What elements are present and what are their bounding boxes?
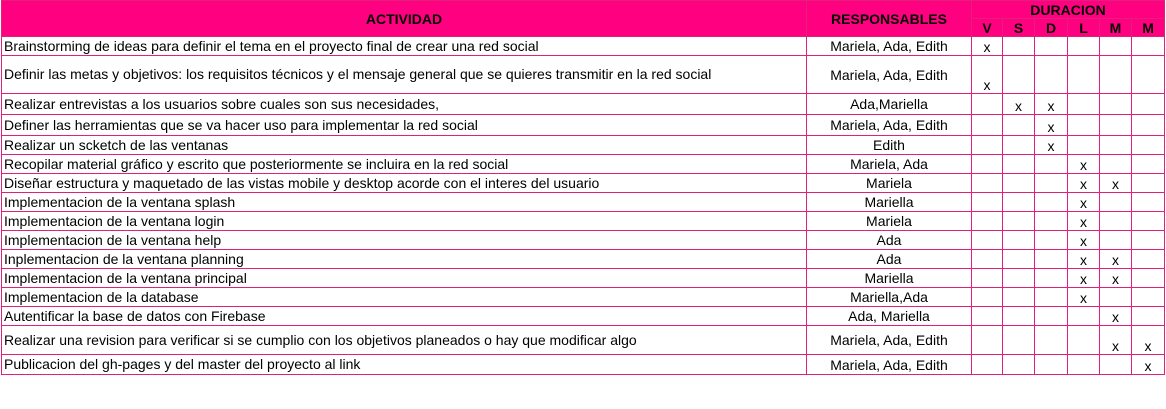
table-row (2, 250, 1165, 269)
duration-mark-cell (1035, 288, 1068, 307)
duration-mark-cell (1003, 136, 1035, 155)
duration-mark-cell: x (1068, 174, 1100, 193)
responsables-cell: Mariela (807, 174, 972, 193)
responsables-cell: Mariela, Ada, Edith (807, 115, 972, 136)
duration-mark-cell (1100, 94, 1132, 115)
header-row-top (2, 1, 1165, 19)
duration-mark-cell (1100, 355, 1132, 375)
header-day: D (1035, 19, 1068, 37)
responsables-cell: Edith (807, 136, 972, 155)
duration-mark-cell (1132, 56, 1165, 94)
activity-cell: Realizar entrevistas a los usuarios sobre cuales son sus necesidades, (2, 94, 807, 115)
duration-mark-cell (1035, 231, 1068, 250)
duration-mark-cell (1003, 288, 1035, 307)
table-row (2, 212, 1165, 231)
duration-mark-cell (972, 288, 1003, 307)
duration-mark-cell (1003, 231, 1035, 250)
duration-mark-cell (972, 250, 1003, 269)
duration-mark-cell (1068, 115, 1100, 136)
duration-mark-cell (1100, 37, 1132, 56)
activity-cell: Implementacion de la ventana login (2, 212, 807, 231)
duration-mark-cell (1100, 231, 1132, 250)
duration-mark-cell (972, 115, 1003, 136)
table-row (2, 326, 1165, 355)
responsables-cell: Ada,Mariella (807, 94, 972, 115)
duration-mark-cell (1035, 269, 1068, 288)
duration-mark-cell (1003, 307, 1035, 326)
duration-mark-cell (1035, 212, 1068, 231)
duration-mark-cell (1035, 155, 1068, 174)
duration-mark-cell (1003, 326, 1035, 355)
duration-mark-cell (1100, 193, 1132, 212)
duration-mark-cell (1003, 37, 1035, 56)
header-day: V (972, 19, 1003, 37)
duration-mark-cell (1003, 269, 1035, 288)
activity-cell: Implementacion de la ventana splash (2, 193, 807, 212)
activity-cell: Implementacion de la ventana help (2, 231, 807, 250)
duration-mark-cell (1068, 326, 1100, 355)
duration-mark-cell (1003, 174, 1035, 193)
duration-mark-cell (1132, 269, 1165, 288)
duration-mark-cell (1100, 212, 1132, 231)
table-row (2, 193, 1165, 212)
duration-mark-cell (1132, 136, 1165, 155)
duration-mark-cell (1035, 250, 1068, 269)
header-day: L (1068, 19, 1100, 37)
table-row (2, 307, 1165, 326)
duration-mark-cell (972, 269, 1003, 288)
table-row (2, 174, 1165, 193)
duration-mark-cell: x (1068, 155, 1100, 174)
duration-mark-cell (972, 193, 1003, 212)
responsables-cell: Mariella,Ada (807, 288, 972, 307)
activity-cell: Publicacion del gh-pages y del master del proyecto al link (2, 355, 807, 375)
duration-mark-cell (1068, 355, 1100, 375)
duration-mark-cell (972, 326, 1003, 355)
duration-mark-cell (1003, 155, 1035, 174)
duration-mark-cell: x (1132, 326, 1165, 355)
duration-mark-cell: x (1068, 269, 1100, 288)
duration-mark-cell (1100, 155, 1132, 174)
duration-mark-cell (1068, 307, 1100, 326)
duration-mark-cell (1003, 115, 1035, 136)
header-duracion: DURACION (972, 1, 1165, 19)
duration-mark-cell: x (1068, 212, 1100, 231)
duration-mark-cell (972, 94, 1003, 115)
responsables-cell: Mariela, Ada, Edith (807, 326, 972, 355)
header-actividad: ACTIVIDAD (2, 1, 807, 37)
duration-mark-cell (1003, 250, 1035, 269)
responsables-cell: Mariela, Ada, Edith (807, 56, 972, 94)
duration-mark-cell (1100, 288, 1132, 307)
activity-cell: Realizar una revision para verificar si se cumplio con los objetivos planeados o hay que modificar algo (2, 326, 807, 355)
duration-mark-cell (1035, 193, 1068, 212)
duration-mark-cell (972, 155, 1003, 174)
responsables-cell: Mariella (807, 193, 972, 212)
duration-mark-cell (1132, 231, 1165, 250)
duration-mark-cell (1068, 136, 1100, 155)
duration-mark-cell: x (1035, 136, 1068, 155)
duration-mark-cell (1035, 37, 1068, 56)
table-row (2, 288, 1165, 307)
duration-mark-cell: x (1100, 250, 1132, 269)
duration-mark-cell (1003, 212, 1035, 231)
duration-mark-cell: x (1035, 115, 1068, 136)
responsables-cell: Mariela, Ada, Edith (807, 37, 972, 56)
header-day: M (1132, 19, 1165, 37)
table-row (2, 155, 1165, 174)
duration-mark-cell (1035, 355, 1068, 375)
duration-mark-cell (1132, 174, 1165, 193)
activity-cell: Realizar un scketch de las ventanas (2, 136, 807, 155)
duration-mark-cell: x (1068, 231, 1100, 250)
duration-mark-cell (972, 174, 1003, 193)
duration-mark-cell (1100, 56, 1132, 94)
table-row (2, 56, 1165, 94)
responsables-cell: Mariela, Ada (807, 155, 972, 174)
duration-mark-cell: x (1068, 288, 1100, 307)
duration-mark-cell: x (1100, 269, 1132, 288)
responsables-cell: Ada, Mariella (807, 307, 972, 326)
table-row (2, 231, 1165, 250)
duration-mark-cell (1068, 94, 1100, 115)
table-row (2, 269, 1165, 288)
duration-mark-cell (972, 231, 1003, 250)
duration-mark-cell: x (1003, 94, 1035, 115)
duration-mark-cell: x (1100, 174, 1132, 193)
duration-mark-cell (1003, 193, 1035, 212)
duration-mark-cell: x (972, 37, 1003, 56)
duration-mark-cell (1100, 136, 1132, 155)
activity-cell: Implementacion de la ventana principal (2, 269, 807, 288)
duration-mark-cell (1132, 94, 1165, 115)
table-row (2, 136, 1165, 155)
duration-mark-cell (1132, 193, 1165, 212)
responsables-cell: Ada (807, 250, 972, 269)
duration-mark-cell (1100, 115, 1132, 136)
duration-mark-cell (1132, 115, 1165, 136)
duration-mark-cell: x (1068, 250, 1100, 269)
activity-cell: Brainstorming de ideas para definir el tema en el proyecto final de crear una red social (2, 37, 807, 56)
duration-mark-cell (1035, 56, 1068, 94)
duration-mark-cell (1003, 355, 1035, 375)
duration-mark-cell (1003, 56, 1035, 94)
table-row (2, 355, 1165, 375)
duration-mark-cell (1035, 174, 1068, 193)
table-row (2, 115, 1165, 136)
duration-mark-cell (1068, 56, 1100, 94)
duration-mark-cell: x (972, 56, 1003, 94)
duration-mark-cell (1035, 307, 1068, 326)
activity-cell: Inplementacion de la ventana planning (2, 250, 807, 269)
responsables-cell: Ada (807, 231, 972, 250)
duration-mark-cell (1132, 250, 1165, 269)
activity-cell: Recopilar material gráfico y escrito que posteriormente se incluira en la red social (2, 155, 807, 174)
duration-mark-cell (1132, 155, 1165, 174)
responsables-cell: Mariela, Ada, Edith (807, 355, 972, 375)
duration-mark-cell (1035, 326, 1068, 355)
table-body (2, 37, 1165, 375)
responsables-cell: Mariella (807, 269, 972, 288)
duration-mark-cell: x (1068, 193, 1100, 212)
duration-mark-cell (1068, 37, 1100, 56)
activity-cell: Implementacion de la database (2, 288, 807, 307)
duration-mark-cell: x (1100, 307, 1132, 326)
duration-mark-cell (1132, 37, 1165, 56)
duration-mark-cell: x (1100, 326, 1132, 355)
activity-cell: Autentificar la base de datos con Firebase (2, 307, 807, 326)
activity-schedule-table (1, 0, 1165, 375)
table-row (2, 37, 1165, 56)
duration-mark-cell (972, 212, 1003, 231)
activity-cell: Definer las herramientas que se va hacer uso para implementar la red social (2, 115, 807, 136)
duration-mark-cell (972, 355, 1003, 375)
duration-mark-cell (1132, 307, 1165, 326)
header-day: S (1003, 19, 1035, 37)
header-day: M (1100, 19, 1132, 37)
duration-mark-cell: x (1035, 94, 1068, 115)
table-row (2, 94, 1165, 115)
duration-mark-cell (1132, 288, 1165, 307)
duration-mark-cell (972, 307, 1003, 326)
duration-mark-cell (972, 136, 1003, 155)
activity-cell: Diseñar estructura y maquetado de las vistas mobile y desktop acorde con el interes del usuario (2, 174, 807, 193)
activity-cell: Definir las metas y objetivos: los requisitos técnicos y el mensaje general que se quieres transmitir en la red social (2, 56, 807, 94)
responsables-cell: Mariela (807, 212, 972, 231)
header-responsables: RESPONSABLES (807, 1, 972, 37)
duration-mark-cell (1132, 212, 1165, 231)
duration-mark-cell: x (1132, 355, 1165, 375)
